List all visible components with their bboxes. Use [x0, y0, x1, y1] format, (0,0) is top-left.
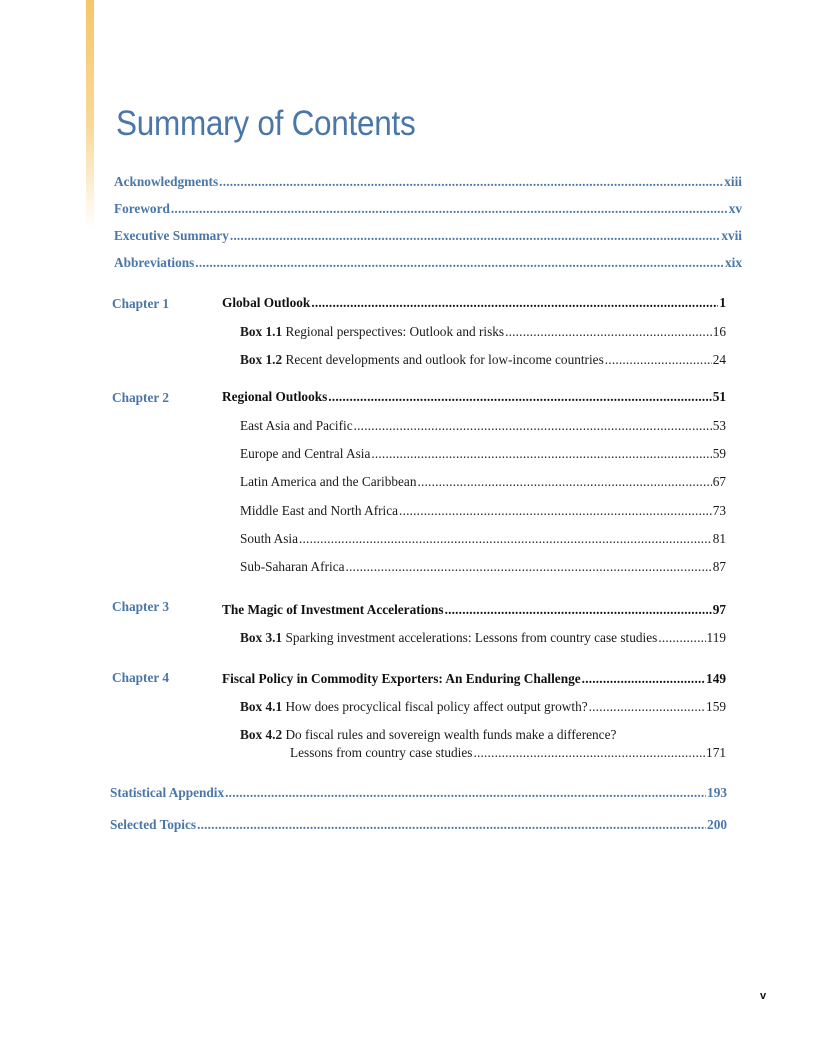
toc-entry-label: The Magic of Investment Accelerations — [222, 602, 444, 617]
toc-entry-box-4-2-continuation[interactable] — [290, 745, 726, 761]
toc-entry-box-4-1[interactable] — [240, 699, 726, 715]
toc-entry-europe-central-asia[interactable] — [240, 446, 726, 462]
box-number: Box 4.2 — [240, 727, 283, 742]
toc-entry-chapter-2[interactable] — [222, 389, 726, 405]
toc-entry-label: Abbreviations — [114, 255, 195, 270]
toc-entry-chapter-1[interactable] — [222, 295, 726, 311]
toc-entry-page: 67 — [712, 474, 726, 489]
toc-entry-box-3-1[interactable] — [240, 630, 726, 646]
box-number: Box 1.2 — [240, 352, 283, 367]
chapter-label: Chapter 2 — [112, 390, 170, 405]
toc-entry-page: 53 — [712, 418, 726, 433]
toc-entry-page: 171 — [706, 745, 726, 760]
toc-entry-label: Foreword — [114, 201, 170, 216]
toc-entry-label: Recent developments and outlook for low-income countries — [285, 352, 604, 367]
toc-entry-foreword[interactable] — [114, 201, 742, 217]
toc-entry-page: xiii — [724, 174, 742, 189]
toc-entry-chapter-3[interactable] — [222, 602, 726, 618]
toc-entry-page: 149 — [706, 671, 726, 686]
page-number: v — [760, 990, 767, 1002]
toc-entry-page: xv — [728, 201, 742, 216]
toc-entry-label: Middle East and North Africa — [240, 503, 399, 518]
toc-entry-label: Lessons from country case studies — [290, 745, 473, 760]
toc-entry-abbreviations[interactable] — [114, 255, 742, 271]
toc-entry-label: Acknowledgments — [114, 174, 219, 189]
toc-entry-latin-america-caribbean[interactable] — [240, 474, 726, 490]
toc-entry-page: 193 — [707, 785, 727, 800]
toc-entry-statistical-appendix[interactable] — [110, 785, 727, 801]
toc-entry-page: 51 — [712, 389, 726, 404]
box-number: Box 3.1 — [240, 630, 283, 645]
toc-entry-label: Regional Outlooks — [222, 389, 328, 404]
toc-entry-label: East Asia and Pacific — [240, 418, 353, 433]
decorative-gold-bar — [86, 0, 94, 230]
toc-entry-acknowledgments[interactable] — [114, 174, 742, 190]
toc-entry-east-asia-pacific[interactable] — [240, 418, 726, 434]
toc-entry-middle-east-north-africa[interactable] — [240, 503, 726, 519]
toc-entry-chapter-4[interactable] — [222, 671, 726, 687]
toc-entry-box-4-2[interactable] — [240, 727, 726, 743]
toc-entry-box-1-1[interactable] — [240, 324, 726, 340]
toc-entry-page: 59 — [712, 446, 726, 461]
box-number: Box 4.1 — [240, 699, 283, 714]
toc-entry-page: xvii — [721, 228, 742, 243]
box-number: Box 1.1 — [240, 324, 283, 339]
toc-entry-label: Regional perspectives: Outlook and risks — [285, 324, 505, 339]
toc-entry-label: Latin America and the Caribbean — [240, 474, 417, 489]
toc-entry-page: xix — [725, 255, 742, 270]
toc-entry-page: 1 — [719, 295, 726, 310]
toc-entry-label: Sparking investment accelerations: Lessons from country case studies — [285, 630, 658, 645]
toc-entry-south-asia[interactable] — [240, 531, 726, 547]
toc-entry-label: South Asia — [240, 531, 298, 546]
toc-entry-label: Global Outlook — [222, 295, 311, 310]
toc-entry-page: 97 — [712, 602, 726, 617]
toc-entry-label: How does procyclical fiscal policy affect output growth? — [285, 699, 588, 714]
chapter-label: Chapter 3 — [112, 599, 170, 614]
toc-entry-box-1-2[interactable] — [240, 352, 726, 368]
toc-entry-executive-summary[interactable] — [114, 228, 742, 244]
toc-entry-page: 159 — [706, 699, 726, 714]
toc-entry-selected-topics[interactable] — [110, 817, 727, 833]
toc-entry-page: 81 — [712, 531, 726, 546]
toc-entry-page: 200 — [707, 817, 727, 832]
toc-entry-page: 16 — [712, 324, 726, 339]
toc-entry-label: Fiscal Policy in Commodity Exporters: An Enduring Challenge — [222, 671, 581, 686]
toc-entry-page: 24 — [712, 352, 726, 367]
toc-entry-sub-saharan-africa[interactable] — [240, 559, 726, 575]
toc-entry-page: 119 — [706, 630, 726, 645]
toc-entry-label: Executive Summary — [114, 228, 229, 243]
toc-entry-label: Selected Topics — [110, 817, 197, 832]
toc-entry-label: Sub-Saharan Africa — [240, 559, 345, 574]
toc-entry-page: 87 — [712, 559, 726, 574]
chapter-label: Chapter 1 — [112, 296, 170, 311]
chapter-label: Chapter 4 — [112, 670, 170, 685]
toc-entry-label: Do fiscal rules and sovereign wealth funds make a difference? — [285, 727, 617, 742]
toc-entry-label: Statistical Appendix — [110, 785, 225, 800]
page-title: Summary of Contents — [116, 104, 416, 143]
toc-entry-page: 73 — [712, 503, 726, 518]
toc-entry-label: Europe and Central Asia — [240, 446, 371, 461]
